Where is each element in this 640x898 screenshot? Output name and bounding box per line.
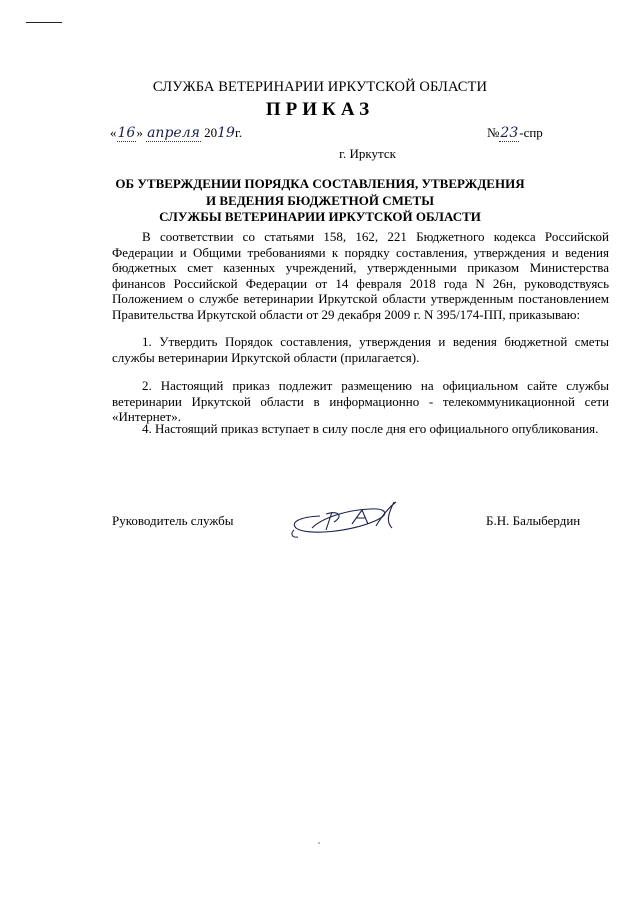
clause-4: 4. Настоящий приказ вступает в силу после дня его официального опубликования. xyxy=(142,421,599,436)
signer-name: Б.Н. Балыбердин xyxy=(486,513,581,528)
document-type: ПРИКАЗ xyxy=(265,99,375,120)
date-month: апреля xyxy=(147,125,200,141)
date-year-suffix: 19 xyxy=(217,125,235,141)
order-date xyxy=(110,125,242,141)
clause-1: 1. Утвердить Порядок составления, утверждения и ведения бюджетной сметы службы ветеринарии Иркутской области (прилагается). xyxy=(112,334,609,365)
heading-line: И ВЕДЕНИЯ БЮДЖЕТНОЙ СМЕТЫ xyxy=(206,192,434,208)
city: г. Иркутск xyxy=(339,146,396,161)
date-close-quote: » xyxy=(136,125,143,140)
order-heading xyxy=(0,176,640,226)
scan-mark xyxy=(26,22,62,23)
handwritten-signature xyxy=(282,490,412,550)
number-value: 23 xyxy=(500,125,519,141)
order-number xyxy=(487,125,543,141)
scan-speck xyxy=(318,842,320,844)
date-year-end: г. xyxy=(234,125,243,140)
number-suffix: -спр xyxy=(519,125,543,140)
heading-line: СЛУЖБЫ ВЕТЕРИНАРИИ ИРКУТСКОЙ ОБЛАСТИ xyxy=(159,209,481,224)
date-open-quote: « xyxy=(110,125,117,140)
heading-line: ОБ УТВЕРЖДЕНИИ ПОРЯДКА СОСТАВЛЕНИЯ, УТВЕРЖДЕНИЯ xyxy=(115,176,525,191)
date-year-prefix: 20 xyxy=(204,125,218,140)
signer-title: Руководитель службы xyxy=(112,513,234,528)
agency-name: СЛУЖБА ВЕТЕРИНАРИИ ИРКУТСКОЙ ОБЛАСТИ xyxy=(152,79,488,95)
date-day: 16 xyxy=(117,125,136,141)
preamble-paragraph: В соответствии со статьями 158, 162, 221 Бюджетного кодекса Российской Федерации и Общими требованиями к порядку составления, утверждения и ведения бюджетных смет казенных учреждений, утвержденными приказом Министерства финансов Российской Федерации от 14 февраля 2018 года N 26н, руководствуясь Положением о службе ветеринарии Иркутской области утвержденным постановлением Правительства Иркутской области от 29 декабря 2009 г. N 395/174-ПП, приказываю: xyxy=(112,229,609,322)
number-sign: № xyxy=(487,125,500,140)
clause-2: 2. Настоящий приказ подлежит размещению на официальном сайте службы ветеринарии Иркутской области в информационно - телекоммуникационной сети «Интернет». xyxy=(112,378,609,424)
